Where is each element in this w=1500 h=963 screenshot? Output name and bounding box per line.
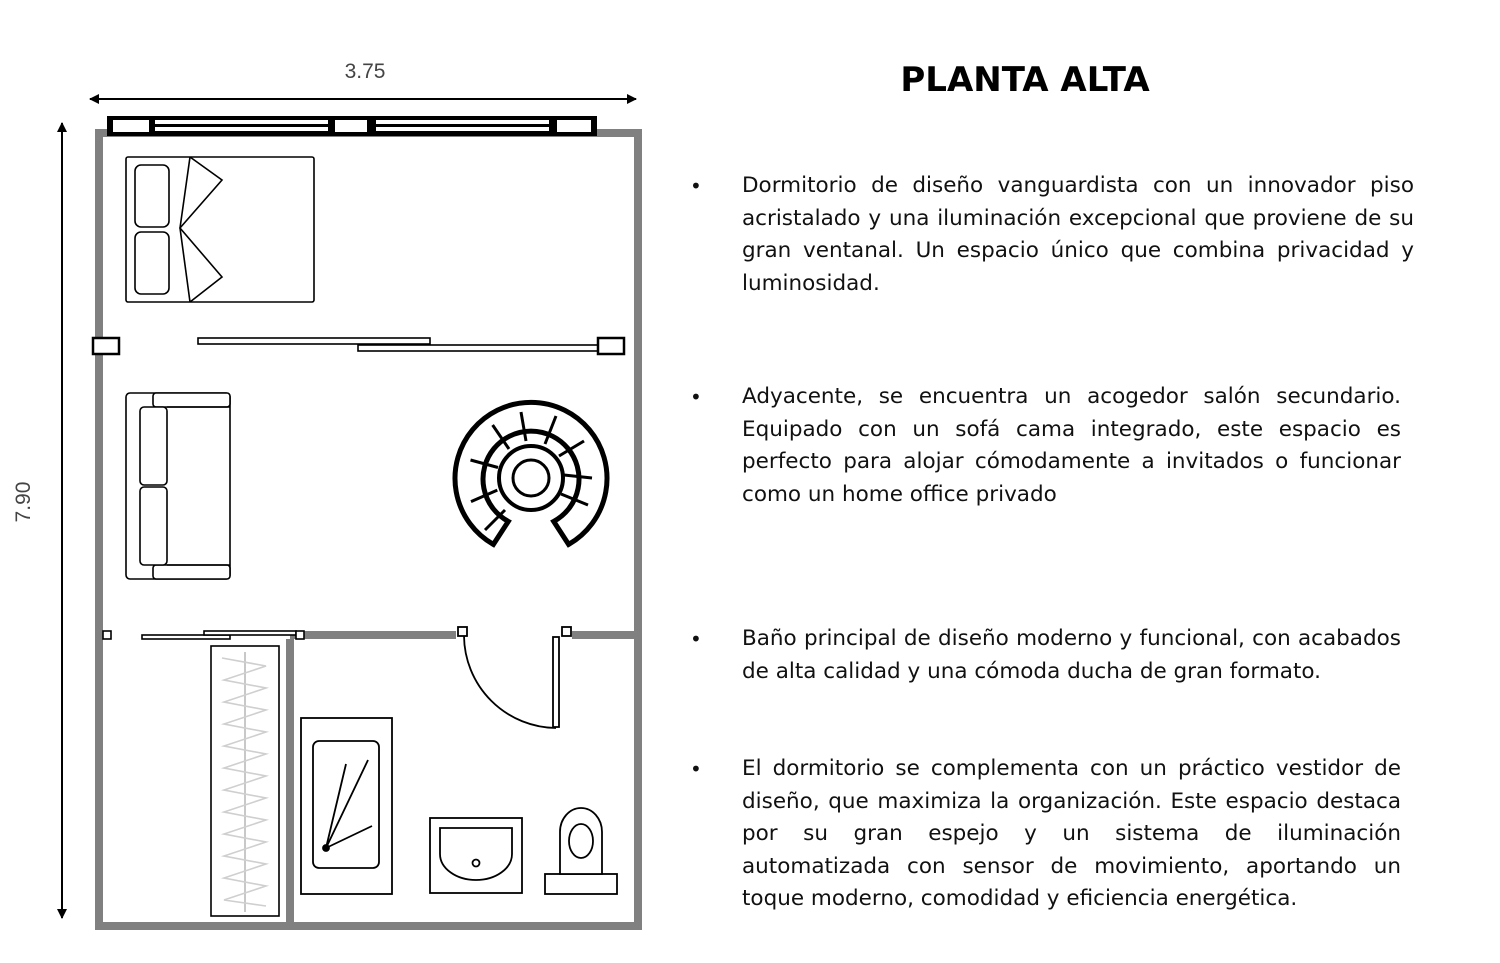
sofa-bed	[126, 393, 230, 579]
bathroom-door	[458, 627, 571, 728]
page-title: PLANTA ALTA	[900, 60, 1150, 100]
description-bedroom: • Dormitorio de diseño vanguardista con un innovador piso acristalado y una iluminación excepcional que proviene de su gran ventanal. Un espacio único que combina privacidad y luminosidad.	[742, 170, 1414, 300]
height-dimension-label: 7.90	[12, 481, 35, 523]
height-dimension	[12, 123, 62, 918]
closet-sliding-door	[103, 631, 304, 639]
floor-plan	[0, 0, 720, 963]
description-lounge: • Adyacente, se encuentra un acogedor salón secundario. Equipado con un sofá cama integrado, este espacio es perfecto para alojar cómodamente a invitados o funcionar como un home office privado	[742, 381, 1401, 511]
toilet	[545, 808, 617, 894]
sink	[430, 818, 522, 893]
bed	[126, 157, 314, 302]
width-dimension	[90, 60, 636, 99]
description-bathroom: • Baño principal de diseño moderno y funcional, con acabados de alta calidad y una cómoda ducha de gran formato.	[742, 623, 1401, 688]
shower	[301, 718, 392, 894]
window	[107, 116, 597, 136]
wardrobe	[211, 646, 279, 916]
description-closet: • El dormitorio se complementa con un práctico vestidor de diseño, que maximiza la organización. Este espacio destaca por su gran espejo y un sistema de iluminación automatizada con sensor de movimiento, aportando un toque moderno, comodidad y eficiencia energética.	[742, 753, 1401, 916]
spiral-staircase	[455, 402, 607, 544]
bedroom-sliding-partition	[93, 338, 624, 354]
width-dimension-label: 3.75	[344, 60, 386, 83]
